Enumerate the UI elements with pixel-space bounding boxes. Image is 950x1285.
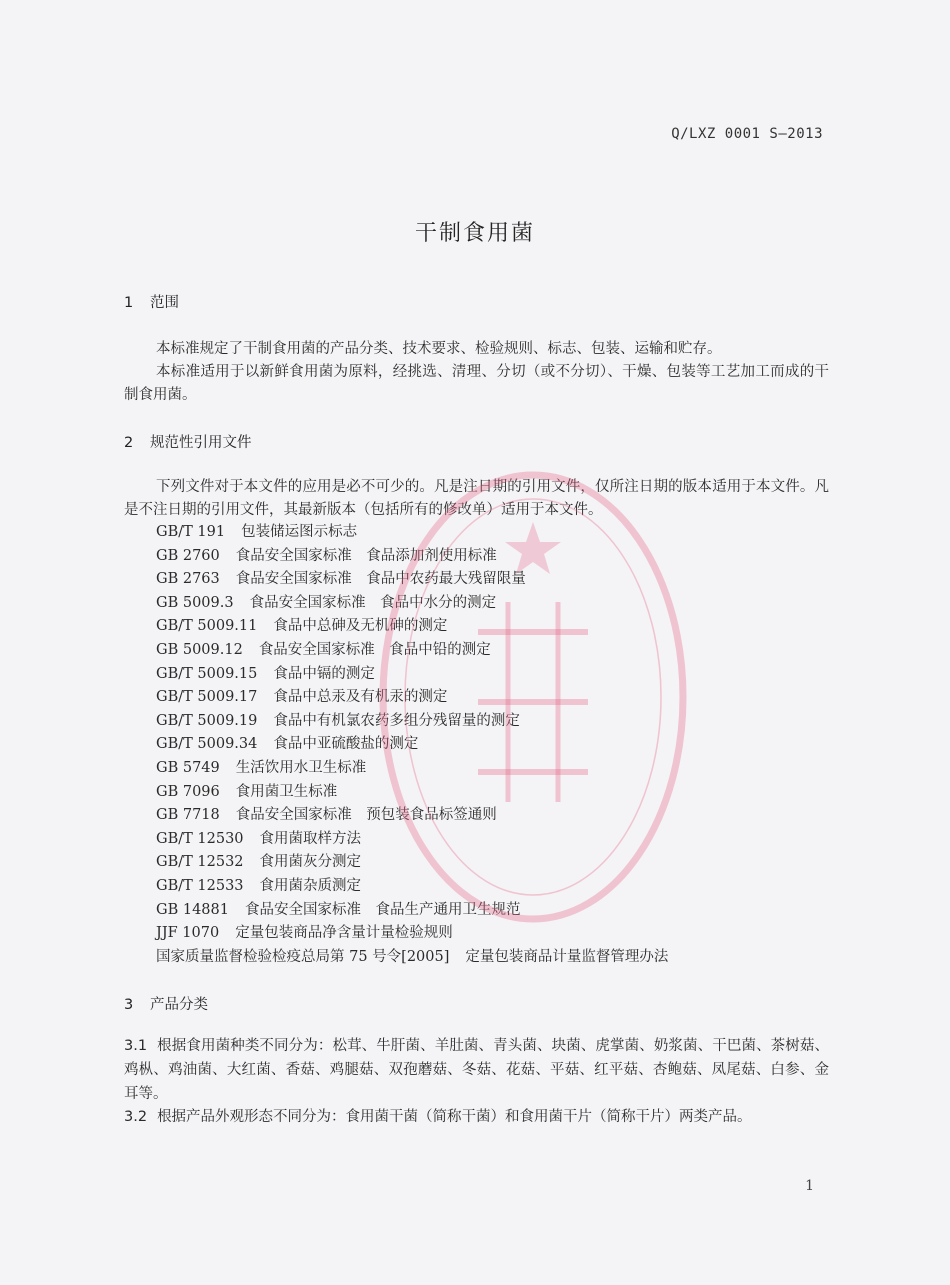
document-title: 干制食用菌 (414, 221, 535, 246)
scope-paragraph-1: 本标准规定了干制食用菌的产品分类、技术要求、检验规则、标志、包装、运输和贮存。 (156, 341, 722, 357)
reference-item (156, 686, 668, 710)
clause-number: 3.2 (124, 1109, 148, 1125)
reference-item (156, 521, 668, 545)
clause-text: 根据食用菌种类不同分为：松茸、牛肝菌、羊肚菌、青头菌、块菌、虎掌菌、奶浆菌、干巴菌、茶树菇、鸡枞、鸡油菌、大红菌、香菇、鸡腿菇、双孢蘑菇、冬菇、花菇、平菇、红平菇、杏鲍菇、凤尾菇、白参、金耳等。 (124, 1038, 829, 1102)
clause-number: 3.1 (124, 1038, 148, 1054)
reference-code: GB 7096 (156, 783, 220, 800)
reference-item (156, 875, 668, 899)
reference-code: GB 2763 (156, 571, 220, 588)
reference-item (156, 804, 668, 828)
reference-title: 食品中亚硫酸盐的测定 (273, 736, 419, 753)
reference-title: 食品安全国家标准 食品生产通用卫生规范 (244, 901, 521, 918)
reference-title: 食品中总砷及无机砷的测定 (273, 618, 448, 635)
reference-item (156, 615, 668, 639)
section-2-heading (124, 431, 252, 452)
reference-list (156, 521, 668, 969)
reference-title: 食用菌杂质测定 (259, 877, 362, 894)
reference-item (156, 710, 668, 734)
reference-code: GB 5749 (156, 759, 220, 776)
reference-title: 食品中镉的测定 (273, 665, 375, 682)
reference-title: 生活饮用水卫生标准 (235, 759, 367, 776)
document-code: Q/LXZ 0001 S—2013 (671, 126, 823, 142)
reference-code: GB/T 12532 (156, 854, 244, 871)
reference-title: 食品安全国家标准 食品中农药最大残留限量 (235, 571, 526, 588)
reference-code: GB/T 5009.17 (156, 689, 258, 706)
reference-code: GB/T 12530 (156, 830, 244, 847)
reference-item (156, 545, 668, 569)
reference-code: GB 14881 (156, 901, 229, 918)
reference-item (156, 828, 668, 852)
reference-item (156, 946, 668, 970)
reference-title: 食用菌卫生标准 (235, 783, 338, 800)
reference-title: 食品中有机氯农药多组分残留量的测定 (273, 712, 520, 729)
reference-title: 包装储运图示标志 (241, 524, 358, 540)
section-number: 3 (124, 997, 134, 1013)
reference-item (156, 639, 668, 663)
reference-item (156, 733, 668, 757)
reference-item (156, 851, 668, 875)
section-number: 1 (124, 295, 134, 311)
reference-code: GB 2760 (156, 547, 220, 564)
reference-code: GB 5009.12 (156, 641, 243, 658)
reference-title: 食品中总汞及有机汞的测定 (273, 689, 448, 706)
reference-code: GB/T 12533 (156, 877, 244, 894)
clause-3-1 (124, 1034, 829, 1106)
reference-title: 食用菌取样方法 (259, 830, 362, 847)
reference-code: JJF 1070 (156, 925, 220, 942)
reference-code: 国家质量监督检验检疫总局第 75 号令[2005] (156, 948, 450, 965)
reference-item (156, 568, 668, 592)
reference-item (156, 663, 668, 687)
reference-title: 定量包装商品计量监督管理办法 (465, 948, 669, 965)
reference-code: GB 7718 (156, 807, 220, 824)
reference-item (156, 922, 668, 946)
reference-item (156, 899, 668, 923)
section-number: 2 (124, 435, 134, 451)
page-number: 1 (805, 1178, 814, 1194)
clause-3-2 (124, 1105, 829, 1129)
clause-text: 根据产品外观形态不同分为：食用菌干菌（简称干菌）和食用菌干片（简称干片）两类产品。 (157, 1109, 752, 1125)
section-title: 范围 (150, 295, 179, 311)
reference-title: 定量包装商品净含量计量检验规则 (235, 925, 453, 942)
reference-code: GB/T 5009.15 (156, 665, 258, 682)
reference-title: 食品安全国家标准 食品中水分的测定 (249, 594, 497, 611)
reference-code: GB/T 5009.11 (156, 618, 258, 635)
section-title: 规范性引用文件 (150, 435, 252, 451)
reference-title: 食品安全国家标准 食品中铅的测定 (258, 641, 491, 658)
section-title: 产品分类 (150, 997, 208, 1013)
references-intro: 下列文件对于本文件的应用是必不可少的。凡是注日期的引用文件，仅所注日期的版本适用于本文件。凡是不注日期的引用文件，其最新版本（包括所有的修改单）适用于本文件。 (124, 479, 829, 518)
reference-item (156, 781, 668, 805)
scope-paragraph-2: 本标准适用于以新鲜食用菌为原料，经挑选、清理、分切（或不分切）、干燥、包装等工艺加工而成的干制食用菌。 (124, 364, 829, 403)
section-3-heading (124, 993, 208, 1014)
reference-code: GB/T 5009.19 (156, 712, 258, 729)
reference-item (156, 592, 668, 616)
reference-code: GB/T 191 (156, 524, 226, 540)
reference-code: GB 5009.3 (156, 594, 234, 611)
reference-item (156, 757, 668, 781)
reference-title: 食用菌灰分测定 (259, 854, 362, 871)
reference-code: GB/T 5009.34 (156, 736, 258, 753)
section-1-heading (124, 291, 179, 312)
reference-title: 食品安全国家标准 食品添加剂使用标准 (235, 547, 497, 564)
reference-title: 食品安全国家标准 预包装食品标签通则 (235, 807, 497, 824)
